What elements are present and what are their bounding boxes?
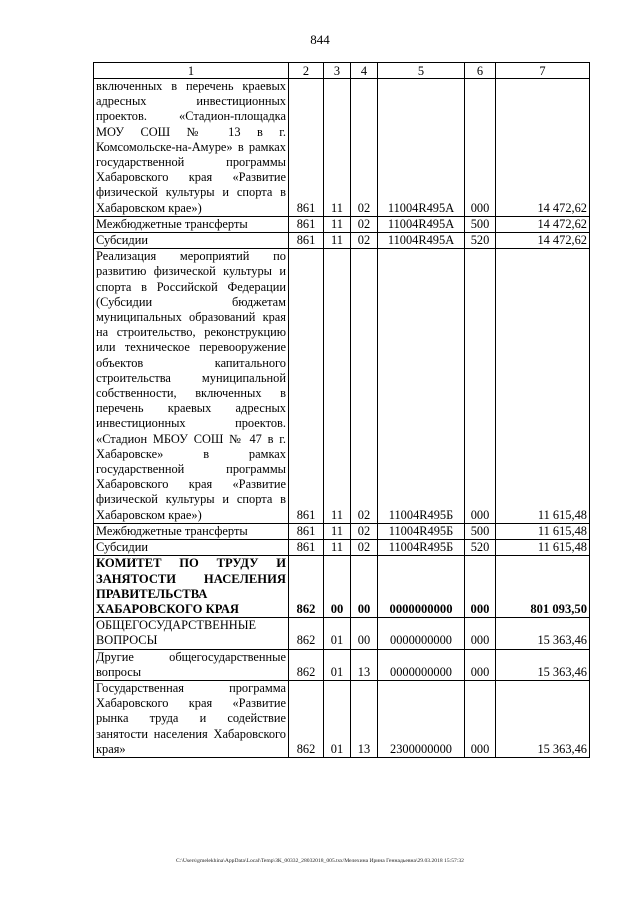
table-row <box>94 233 590 249</box>
amount-cell: 15 363,46 <box>496 618 590 649</box>
column-header-5: 5 <box>378 63 465 79</box>
column-header-6: 6 <box>465 63 496 79</box>
row-name-cell: Другие общегосударственные вопросы <box>94 649 289 680</box>
amount-cell: 11 615,48 <box>496 249 590 524</box>
target-article-cell: 11004R495Б <box>378 249 465 524</box>
target-article-cell: 11004R495А <box>378 79 465 217</box>
table-row <box>94 540 590 556</box>
row-name-cell: Субсидии <box>94 540 289 556</box>
grbs-code-cell: 861 <box>289 216 324 232</box>
target-article-cell: 11004R495А <box>378 233 465 249</box>
subsection-code-cell: 13 <box>351 649 378 680</box>
table-row <box>94 618 590 649</box>
file-path-footer: C:\Users\gmelekhina\AppData\Local\Temp\ЗК_00332_28032018_005.tsx/Мелехина Ирина Геннадьевна\29.03.2018 15:57:32 <box>176 858 464 864</box>
column-header-7: 7 <box>496 63 590 79</box>
target-article-cell: 0000000000 <box>378 618 465 649</box>
grbs-code-cell: 861 <box>289 79 324 217</box>
header-row <box>94 63 590 79</box>
amount-cell: 14 472,62 <box>496 216 590 232</box>
row-name-cell: Реализация мероприятий по развитию физической культуры и спорта в Российской Федерации (Субсидии бюджетам муниципальных образований края на строительство, реконструкцию или техническое перевооружение объектов капитального строительства муниципальной собственности, включенных в перечень краевых адресных инвестиционных проектов. «Стадион МБОУ СОШ № 47 в г. Хабаровске» в рамках государственной программы Хабаровского края «Развитие физической культуры и спорта в Хабаровском крае») <box>94 249 289 524</box>
row-name-cell: Межбюджетные трансферты <box>94 216 289 232</box>
section-code-cell: 01 <box>324 649 351 680</box>
column-header-2: 2 <box>289 63 324 79</box>
target-article-cell: 2300000000 <box>378 680 465 757</box>
table-body <box>94 79 590 758</box>
section-code-cell: 11 <box>324 249 351 524</box>
target-article-cell: 11004R495Б <box>378 523 465 539</box>
grbs-code-cell: 861 <box>289 523 324 539</box>
column-header-4: 4 <box>351 63 378 79</box>
grbs-code-cell: 862 <box>289 680 324 757</box>
subsection-code-cell: 02 <box>351 79 378 217</box>
grbs-code-cell: 861 <box>289 233 324 249</box>
target-article-cell: 11004R495А <box>378 216 465 232</box>
page-number: 844 <box>310 32 330 47</box>
row-name-cell: включенных в перечень краевых адресных инвестиционных проектов. «Стадион-площадка МОУ СОШ № 13 в г. Комсомольске-на-Амуре» в рамках государственной программы Хабаровского края «Развитие физической культуры и спорта в Хабаровском крае») <box>94 79 289 217</box>
amount-cell: 11 615,48 <box>496 523 590 539</box>
expense-type-cell: 000 <box>465 249 496 524</box>
column-header-3: 3 <box>324 63 351 79</box>
subsection-code-cell: 02 <box>351 540 378 556</box>
subsection-code-cell: 02 <box>351 233 378 249</box>
amount-cell: 14 472,62 <box>496 79 590 217</box>
grbs-code-cell: 862 <box>289 556 324 618</box>
row-name-cell: Межбюджетные трансферты <box>94 523 289 539</box>
table-row <box>94 680 590 757</box>
row-name-cell: Субсидии <box>94 233 289 249</box>
column-header-1: 1 <box>94 63 289 79</box>
table-row <box>94 556 590 618</box>
section-code-cell: 11 <box>324 233 351 249</box>
row-name-cell: Государственная программа Хабаровского края «Развитие рынка труда и содействие занятости населения Хабаровского края» <box>94 680 289 757</box>
amount-cell: 14 472,62 <box>496 233 590 249</box>
table-row <box>94 523 590 539</box>
section-code-cell: 11 <box>324 216 351 232</box>
table-row <box>94 216 590 232</box>
subsection-code-cell: 02 <box>351 523 378 539</box>
amount-cell: 11 615,48 <box>496 540 590 556</box>
subsection-code-cell: 02 <box>351 249 378 524</box>
expense-type-cell: 000 <box>465 618 496 649</box>
row-name-cell: ОБЩЕГОСУДАРСТВЕННЫЕ ВОПРОСЫ <box>94 618 289 649</box>
expense-type-cell: 000 <box>465 680 496 757</box>
subsection-code-cell: 00 <box>351 618 378 649</box>
expense-type-cell: 520 <box>465 540 496 556</box>
subsection-code-cell: 00 <box>351 556 378 618</box>
grbs-code-cell: 862 <box>289 618 324 649</box>
amount-cell: 15 363,46 <box>496 649 590 680</box>
expense-type-cell: 000 <box>465 649 496 680</box>
target-article-cell: 0000000000 <box>378 649 465 680</box>
expense-type-cell: 000 <box>465 79 496 217</box>
grbs-code-cell: 862 <box>289 649 324 680</box>
budget-table <box>93 62 590 758</box>
subsection-code-cell: 02 <box>351 216 378 232</box>
section-code-cell: 11 <box>324 79 351 217</box>
table-row <box>94 649 590 680</box>
amount-cell: 15 363,46 <box>496 680 590 757</box>
subsection-code-cell: 13 <box>351 680 378 757</box>
expense-type-cell: 520 <box>465 233 496 249</box>
table-row <box>94 79 590 217</box>
target-article-cell: 11004R495Б <box>378 540 465 556</box>
grbs-code-cell: 861 <box>289 249 324 524</box>
amount-cell: 801 093,50 <box>496 556 590 618</box>
row-name-cell: КОМИТЕТ ПО ТРУДУ И ЗАНЯТОСТИ НАСЕЛЕНИЯ ПРАВИТЕЛЬСТВА ХАБАРОВСКОГО КРАЯ <box>94 556 289 618</box>
expense-type-cell: 500 <box>465 523 496 539</box>
section-code-cell: 01 <box>324 618 351 649</box>
section-code-cell: 01 <box>324 680 351 757</box>
section-code-cell: 11 <box>324 523 351 539</box>
section-code-cell: 00 <box>324 556 351 618</box>
section-code-cell: 11 <box>324 540 351 556</box>
target-article-cell: 0000000000 <box>378 556 465 618</box>
grbs-code-cell: 861 <box>289 540 324 556</box>
expense-type-cell: 000 <box>465 556 496 618</box>
expense-type-cell: 500 <box>465 216 496 232</box>
table-row <box>94 249 590 524</box>
